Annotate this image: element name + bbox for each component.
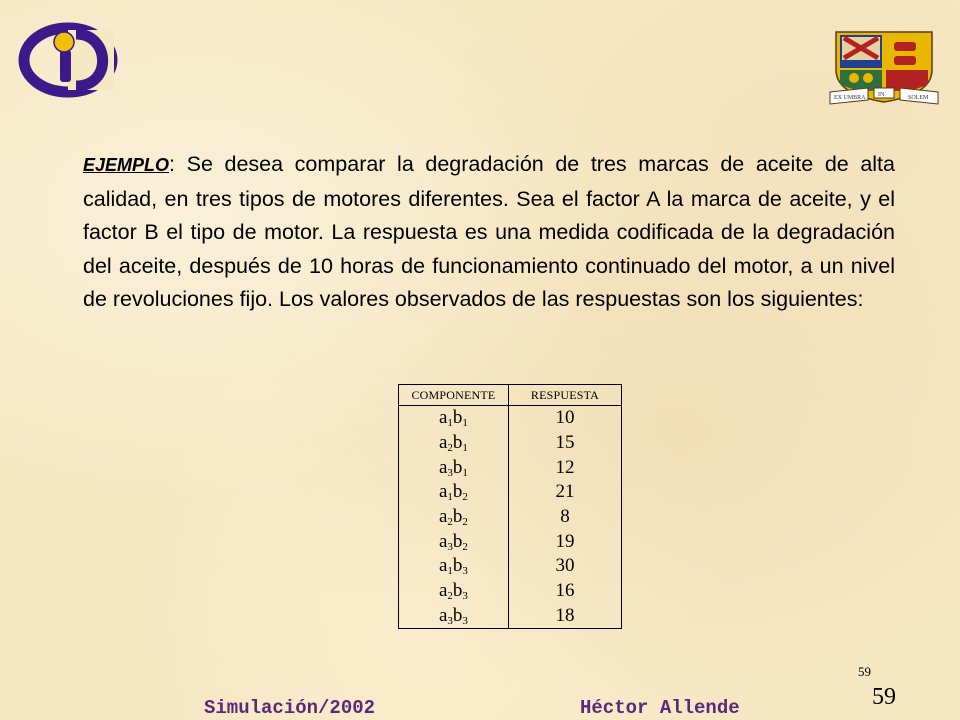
factor-b: b [452,530,463,552]
example-label: EJEMPLO [83,155,170,175]
response-cell: 19 [508,529,621,554]
component-cell [399,480,509,505]
factor-a-index: 2 [447,516,453,529]
factor-b: b [452,481,463,503]
factor-b: b [452,580,463,602]
factor-a: a [438,555,448,577]
department-logo-graphic [18,20,118,100]
example-text: : Se desea comparar la degradación de tres marcas de aceite de alta calidad, en tres tipos de motores diferentes. Sea el factor A la marca de aceite, y el factor B el tipo de motor. La respuesta es una medida codificada de la degradación del aceite, después de 10 horas de funcionamiento continuado del motor, a un nivel de revoluciones fijo. Los valores observados de las respuestas son los siguientes: [83,152,895,311]
table-row [399,406,622,431]
factor-a-index: 3 [447,540,453,553]
factor-a-index: 3 [447,614,453,627]
factor-b-index: 3 [462,590,468,603]
header-componente: COMPONENTE [399,385,509,406]
response-cell: 21 [508,480,621,505]
factor-b: b [452,432,463,454]
factor-a-index: 1 [447,565,453,578]
table-row [399,455,622,480]
page-number-large: 59 [872,684,896,710]
factor-b-index: 1 [462,466,468,479]
component-cell [399,604,509,629]
factor-b-index: 2 [462,540,468,553]
example-paragraph [83,148,895,317]
factor-a-index: 3 [447,466,453,479]
response-cell: 8 [508,505,621,530]
response-cell: 12 [508,455,621,480]
component-cell [399,455,509,480]
table-body [399,406,622,629]
university-crest [828,28,940,110]
table-row [399,554,622,579]
factor-a: a [438,506,448,528]
factor-a-index: 1 [447,491,453,504]
factor-b-index: 3 [462,565,468,578]
factor-a: a [438,530,448,552]
factor-b-index: 1 [462,442,468,455]
crest-motto-middle: IN [878,92,885,98]
response-cell: 18 [508,604,621,629]
response-cell: 10 [508,406,621,431]
factor-b: b [452,604,463,626]
component-cell [399,406,509,431]
factor-b: b [452,555,463,577]
response-cell: 15 [508,431,621,456]
factor-b-index: 3 [462,614,468,627]
factor-a-index: 1 [447,417,453,430]
factor-a: a [438,580,448,602]
page-number-small: 59 [858,664,871,679]
response-cell: 30 [508,554,621,579]
factor-b-index: 2 [462,491,468,504]
table-row [399,480,622,505]
table-row [399,579,622,604]
table-header-row [399,385,622,406]
factor-a: a [438,604,448,626]
crest-motto-left: EX UMBRA [834,95,866,101]
response-table [398,384,622,629]
factor-b: b [452,506,463,528]
factor-a: a [438,456,448,478]
header-respuesta: RESPUESTA [508,385,621,406]
department-logo [18,20,118,100]
university-crest-graphic [828,28,940,110]
factor-a: a [438,481,448,503]
factor-b: b [452,456,463,478]
footer-author: Héctor Allende [580,697,740,719]
crest-motto-right: SOLEM [908,95,929,101]
factor-b-index: 2 [462,516,468,529]
component-cell [399,529,509,554]
component-cell [399,554,509,579]
factor-b: b [452,407,463,429]
factor-a: a [438,407,448,429]
table-row [399,431,622,456]
factor-a-index: 2 [447,442,453,455]
response-cell: 16 [508,579,621,604]
table-row [399,529,622,554]
factor-a-index: 2 [447,590,453,603]
factor-a: a [438,432,448,454]
component-cell [399,431,509,456]
footer-course: Simulación/2002 [204,697,376,719]
component-cell [399,579,509,604]
table-row [399,604,622,629]
table-row [399,505,622,530]
factor-b-index: 1 [462,417,468,430]
component-cell [399,505,509,530]
